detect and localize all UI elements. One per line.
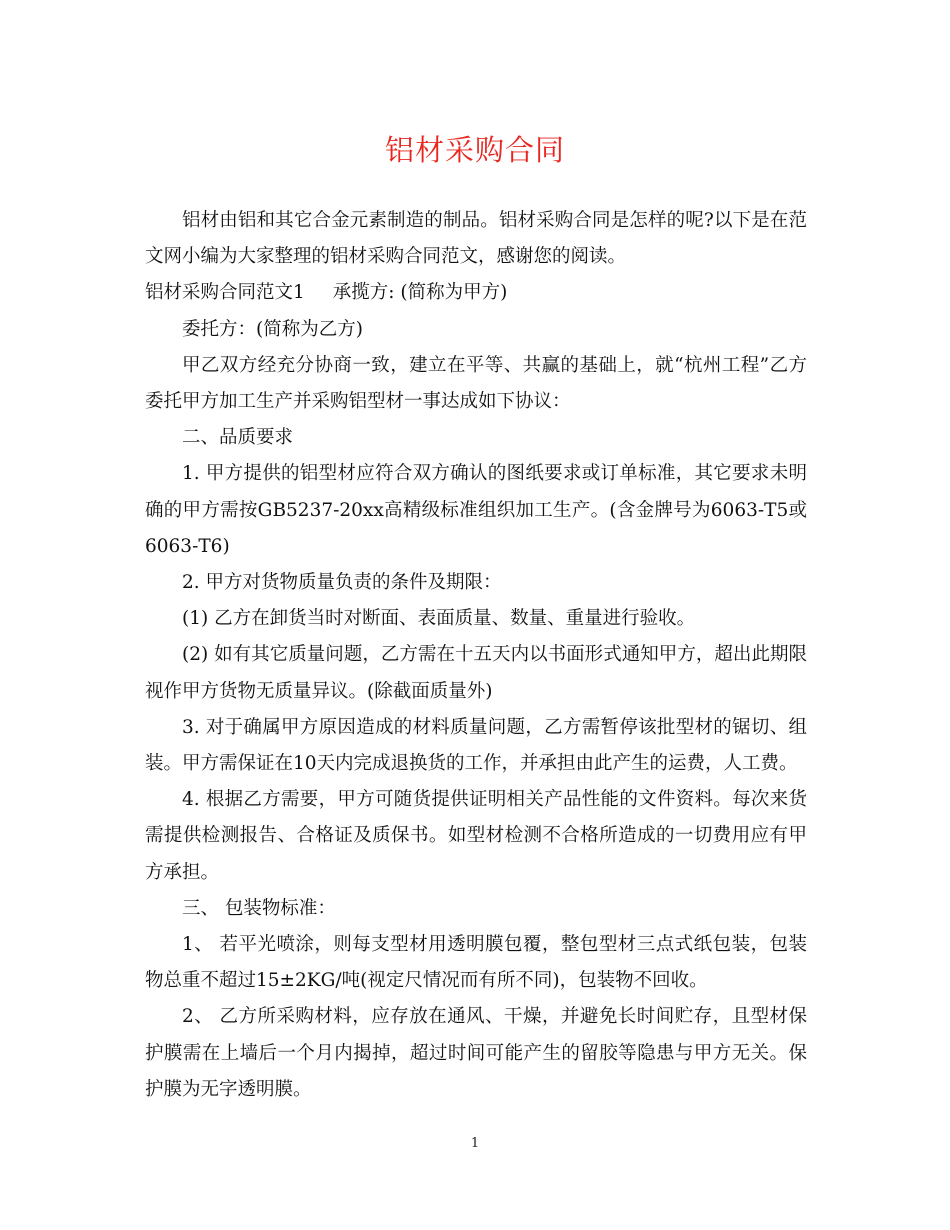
contractor-line: 承揽方: (简称为甲方) — [332, 282, 508, 304]
clause-3: 3. 对于确属甲方原因造成的材料质量问题，乙方需暂停该批型材的锯切、组装。甲方需保证在10天内完成退换货的工作，并承担由此产生的运费，人工费。 — [145, 716, 807, 775]
clause-1: 1. 甲方提供的铝型材应符合双方确认的图纸要求或订单标准，其它要求未明确的甲方需按GB5237-20xx高精级标准组织加工生产。(含金牌号为6063-T5或6063-T6) — [145, 463, 807, 557]
client-line: 委托方：(简称为乙方) — [182, 318, 363, 340]
page-number: 1 — [470, 1136, 480, 1151]
clause-2-2: (2) 如有其它质量问题，乙方需在十五天内以书面形式通知甲方，超出此期限视作甲方货物无质量异议。(除截面质量外) — [145, 644, 807, 702]
sample-heading: 铝材采购合同范文1 — [145, 282, 305, 304]
document-title: 铝材采购合同 — [384, 133, 565, 167]
sample-heading-line — [145, 275, 807, 311]
clause-2-1: (1) 乙方在卸货当时对断面、表面质量、数量、重量进行验收。 — [182, 608, 696, 630]
clause-4: 4. 根据乙方需要，甲方可随货提供证明相关产品性能的文件资料。每次来货需提供检测报告、合格证及质保书。如型材检测不合格所造成的一切费用应有甲方承担。 — [145, 789, 807, 883]
agreement-paragraph: 甲乙双方经充分协商一致，建立在平等、共赢的基础上，就“杭州工程”乙方委托甲方加工生产并采购铝型材一事达成如下协议： — [145, 354, 807, 413]
section-quality-heading: 二、品质要求 — [182, 427, 294, 449]
packaging-clause-1: 1、 若平光喷涂，则每支型材用透明膜包覆，整包型材三点式纸包装，包装物总重不超过15±2KG/吨(视定尺情况而有所不同)，包装物不回收。 — [145, 934, 807, 992]
section-packaging-heading: 三、 包装物标准： — [182, 897, 336, 919]
intro-paragraph: 铝材由铝和其它合金元素制造的制品。铝材采购合同是怎样的呢?以下是在范文网小编为大家整理的铝材采购合同范文，感谢您的阅读。 — [145, 210, 807, 268]
clause-2: 2. 甲方对货物质量负责的条件及期限： — [182, 572, 502, 594]
packaging-clause-2: 2、 乙方所采购材料，应存放在通风、干燥，并避免长时间贮存，且型材保护膜需在上墙后一个月内揭掉，超过时间可能产生的留胶等隐患与甲方无关。保护膜为无字透明膜。 — [145, 1006, 807, 1100]
document-body — [145, 203, 807, 1108]
